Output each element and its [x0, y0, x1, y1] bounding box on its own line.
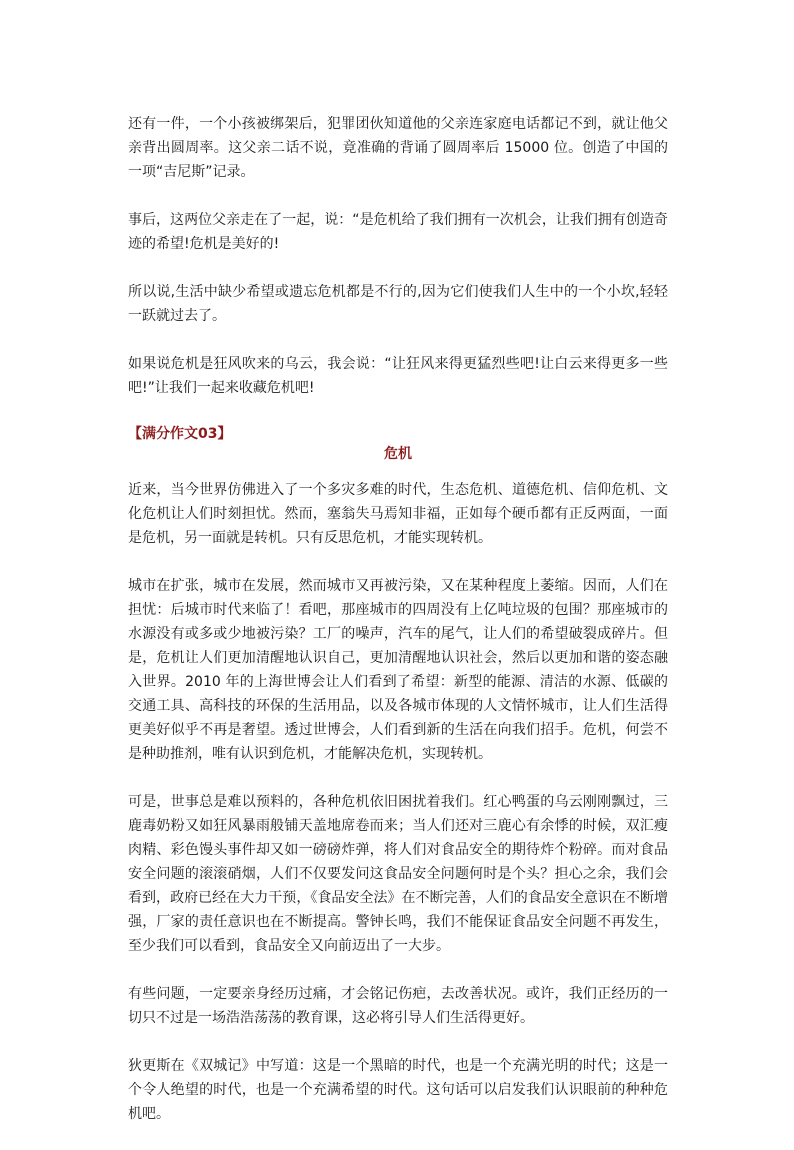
essay-paragraph-city: 城市在扩张，城市在发展，然而城市又再被污染，又在某种程度上萎缩。因而，人们在担忧：后城市时代来临了！看吧，那座城市的四周没有上亿吨垃圾的包围？那座城市的水源没有或多或少地被污染？工厂的噪声，汽车的尾气，让人们的希望破裂成碎片。但是，危机让人们更加清醒地认识自己，更加清醒地认识社会，然后以更加和谐的姿态融入世界。2010 年的上海世博会让人们看到了希望：新型的能源、清洁的水源、低碳的交通工具、高科技的环保的生活用品，以及各城市体现的人文情怀城市，让人们生活得更美好似乎不再是奢望。透过世博会，人们看到新的生活在向我们招手。危机，何尝不是种助推剂，唯有认识到危机，才能解决危机，实现转机。 — [128, 578, 668, 762]
essay-paragraph-lesson: 有些问题，一定要亲身经历过痛，才会铭记伤疤，去改善状况。或许，我们正经历的一切只不过是一场浩浩荡荡的教育课，这必将引导人们生活得更好。 — [128, 986, 668, 1026]
essay-title: 危机 — [384, 446, 412, 462]
paragraph-kidnapping: 还有一件，一个小孩被绑架后，犯罪团伙知道他的父亲连家庭电话都记不到，就让他父亲背出圆周率。这父亲二话不说，竟准确的背诵了圆周率后 15000 位。创造了中国的一项“吉尼斯”记录。 — [128, 116, 668, 180]
document-page — [128, 112, 668, 1150]
essay-paragraph-intro: 近来，当今世界仿佛进入了一个多灾多难的时代，生态危机、道德危机、信仰危机、文化危机让人们时刻担忧。然而，塞翁失马焉知非福，正如每个硬币都有正反两面，一面是危机，另一面就是转机。只有反思危机，才能实现转机。 — [128, 482, 668, 546]
paragraph-conclusion: 所以说,生活中缺少希望或遗忘危机都是不行的,因为它们使我们人生中的一个小坎,轻轻一跃就过去了。 — [128, 284, 668, 324]
paragraph-fathers: 事后，这两位父亲走在了一起，说：“是危机给了我们拥有一次机会，让我们拥有创造奇迹的希望!危机是美好的! — [128, 212, 668, 252]
paragraph-storm: 如果说危机是狂风吹来的乌云，我会说：“让狂风来得更猛烈些吧!让白云来得更多一些吧!”让我们一起来收藏危机吧! — [128, 356, 668, 396]
essay-paragraph-food: 可是，世事总是难以预料的，各种危机依旧困扰着我们。红心鸭蛋的乌云刚刚飘过，三鹿毒奶粉又如狂风暴雨般铺天盖地席卷而来；当人们还对三鹿心有余悸的时候，双汇瘦肉精、彩色馒头事件却又如一磅磅炸弹，将人们对食品安全的期待炸个粉碎。而对食品安全问题的滚滚硝烟，人们不仅要发问这食品安全问题何时是个头？担心之余，我们会看到，政府已经在大力干预，《食品安全法》在不断完善，人们的食品安全意识在不断增强，厂家的责任意识也在不断提高。警钟长鸣，我们不能保证食品安全问题不再发生，至少我们可以看到，食品安全又向前迈出了一大步。 — [128, 794, 668, 954]
essay-paragraph-dickens: 狄更斯在《双城记》中写道：这是一个黑暗的时代，也是一个充满光明的时代；这是一个令人绝望的时代，也是一个充满希望的时代。这句话可以启发我们认识眼前的种种危机吧。 — [128, 1058, 668, 1122]
section-heading: 【满分作文03】 — [128, 426, 232, 442]
